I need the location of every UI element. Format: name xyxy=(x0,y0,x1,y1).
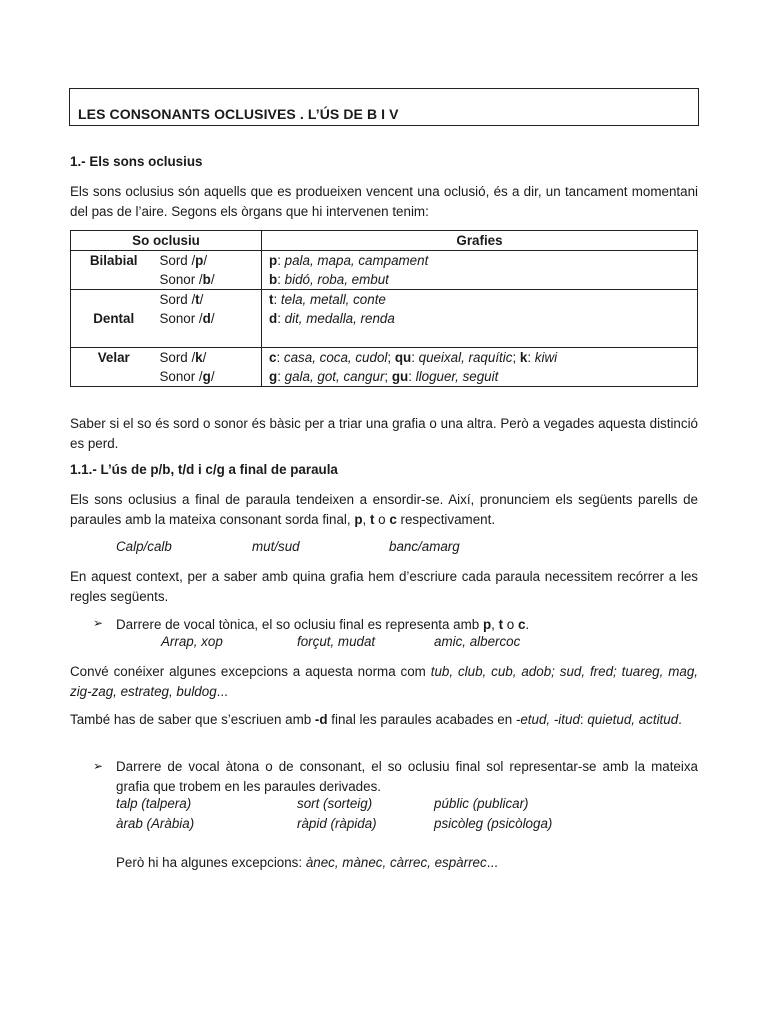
table-header-graphs: Grafies xyxy=(262,231,698,251)
place-cell: Bilabial xyxy=(71,251,157,290)
place-cell: Velar xyxy=(71,348,157,387)
bullet-arrow-icon: ➢ xyxy=(93,759,104,773)
graph-cell: p: pala, mapa, campament b: bidó, roba, embut xyxy=(262,251,698,290)
rule-2-exceptions: Però hi ha algunes excepcions: ànec, mànec, càrrec, espàrrec... xyxy=(116,855,498,870)
rule-2-example: psicòleg (psicòloga) xyxy=(434,816,553,831)
rule-1-example: forçut, mudat xyxy=(297,634,376,649)
occlusive-table xyxy=(70,230,698,387)
rule-2-text: Darrere de vocal àtona o de consonant, el so oclusiu final sol representar-se amb la mateixa grafia que trobem en les paraules derivades. xyxy=(116,759,698,794)
d-final-paragraph: També has de saber que s’escriuen amb -d final les paraules acabades en -etud, -itud: quietud, actitud. xyxy=(70,712,682,727)
bullet-arrow-icon: ➢ xyxy=(93,616,104,630)
table-row xyxy=(71,290,698,348)
rule-1-text: Darrere de vocal tònica, el so oclusiu final es representa amb p, t o c. xyxy=(116,617,530,632)
context-paragraph: En aquest context, per a saber amb quina grafia hem d’escriure cada paraula necessitem recórrer a les regles següents. xyxy=(70,569,698,604)
rule-2-example: ràpid (ràpida) xyxy=(297,816,377,831)
sound-cell: Sord /k/ Sonor /g/ xyxy=(156,348,261,387)
rule-2-example: àrab (Aràbia) xyxy=(116,816,195,831)
title-box xyxy=(69,88,699,126)
rule-1-example: Arrap, xop xyxy=(161,634,223,649)
document-title: LES CONSONANTS OCLUSIVES . L’ÚS DE B I V xyxy=(78,106,399,122)
table-header-row xyxy=(71,231,698,251)
rule-2-example: talp (talpera) xyxy=(116,796,192,811)
table-row xyxy=(71,251,698,290)
table-header-sound: So oclusiu xyxy=(71,231,262,251)
section-1-1-intro: Els sons oclusius a final de paraula tendeixen a ensordir-se. Així, pronunciem els següents parells de paraules amb la mateixa consonant sorda final, p, t o c respectivament. xyxy=(70,492,698,527)
section-1-heading: 1.- Els sons oclusius xyxy=(70,154,203,169)
section-1-intro: Els sons oclusius són aquells que es produeixen vencent una oclusió, és a dir, un tancament momentani del pas de l’aire. Segons els òrgans que hi intervenen tenim: xyxy=(70,184,698,219)
rule-1-example: amic, albercoc xyxy=(434,634,521,649)
exceptions-paragraph: Convé conéixer algunes excepcions a aquesta norma com tub, club, cub, adob; sud, fred; tuareg, mag, zig-zag, estrateg, buldog... xyxy=(70,664,698,699)
graph-cell: c: casa, coca, cudol; qu: queixal, raquític; k: kiwi g: gala, got, cangur; gu: lloguer, seguit xyxy=(262,348,698,387)
rule-2-example: sort (sorteig) xyxy=(297,796,373,811)
table-row xyxy=(71,348,698,387)
paragraph-sord-sonor: Saber si el so és sord o sonor és bàsic per a triar una grafia o una altra. Però a vegades aquesta distinció es perd. xyxy=(70,416,698,451)
rule-2-example: públic (publicar) xyxy=(434,796,529,811)
pair-example: banc/amarg xyxy=(389,539,460,554)
place-cell: Dental xyxy=(71,290,157,348)
sound-cell: Sord /p/ Sonor /b/ xyxy=(156,251,261,290)
graph-cell: t: tela, metall, conte d: dit, medalla, renda xyxy=(262,290,698,348)
section-1-1-heading: 1.1.- L’ús de p/b, t/d i c/g a final de paraula xyxy=(70,462,338,477)
pair-example: Calp/calb xyxy=(116,539,172,554)
sound-cell: Sord /t/ Sonor /d/ xyxy=(156,290,261,348)
pair-example: mut/sud xyxy=(252,539,300,554)
